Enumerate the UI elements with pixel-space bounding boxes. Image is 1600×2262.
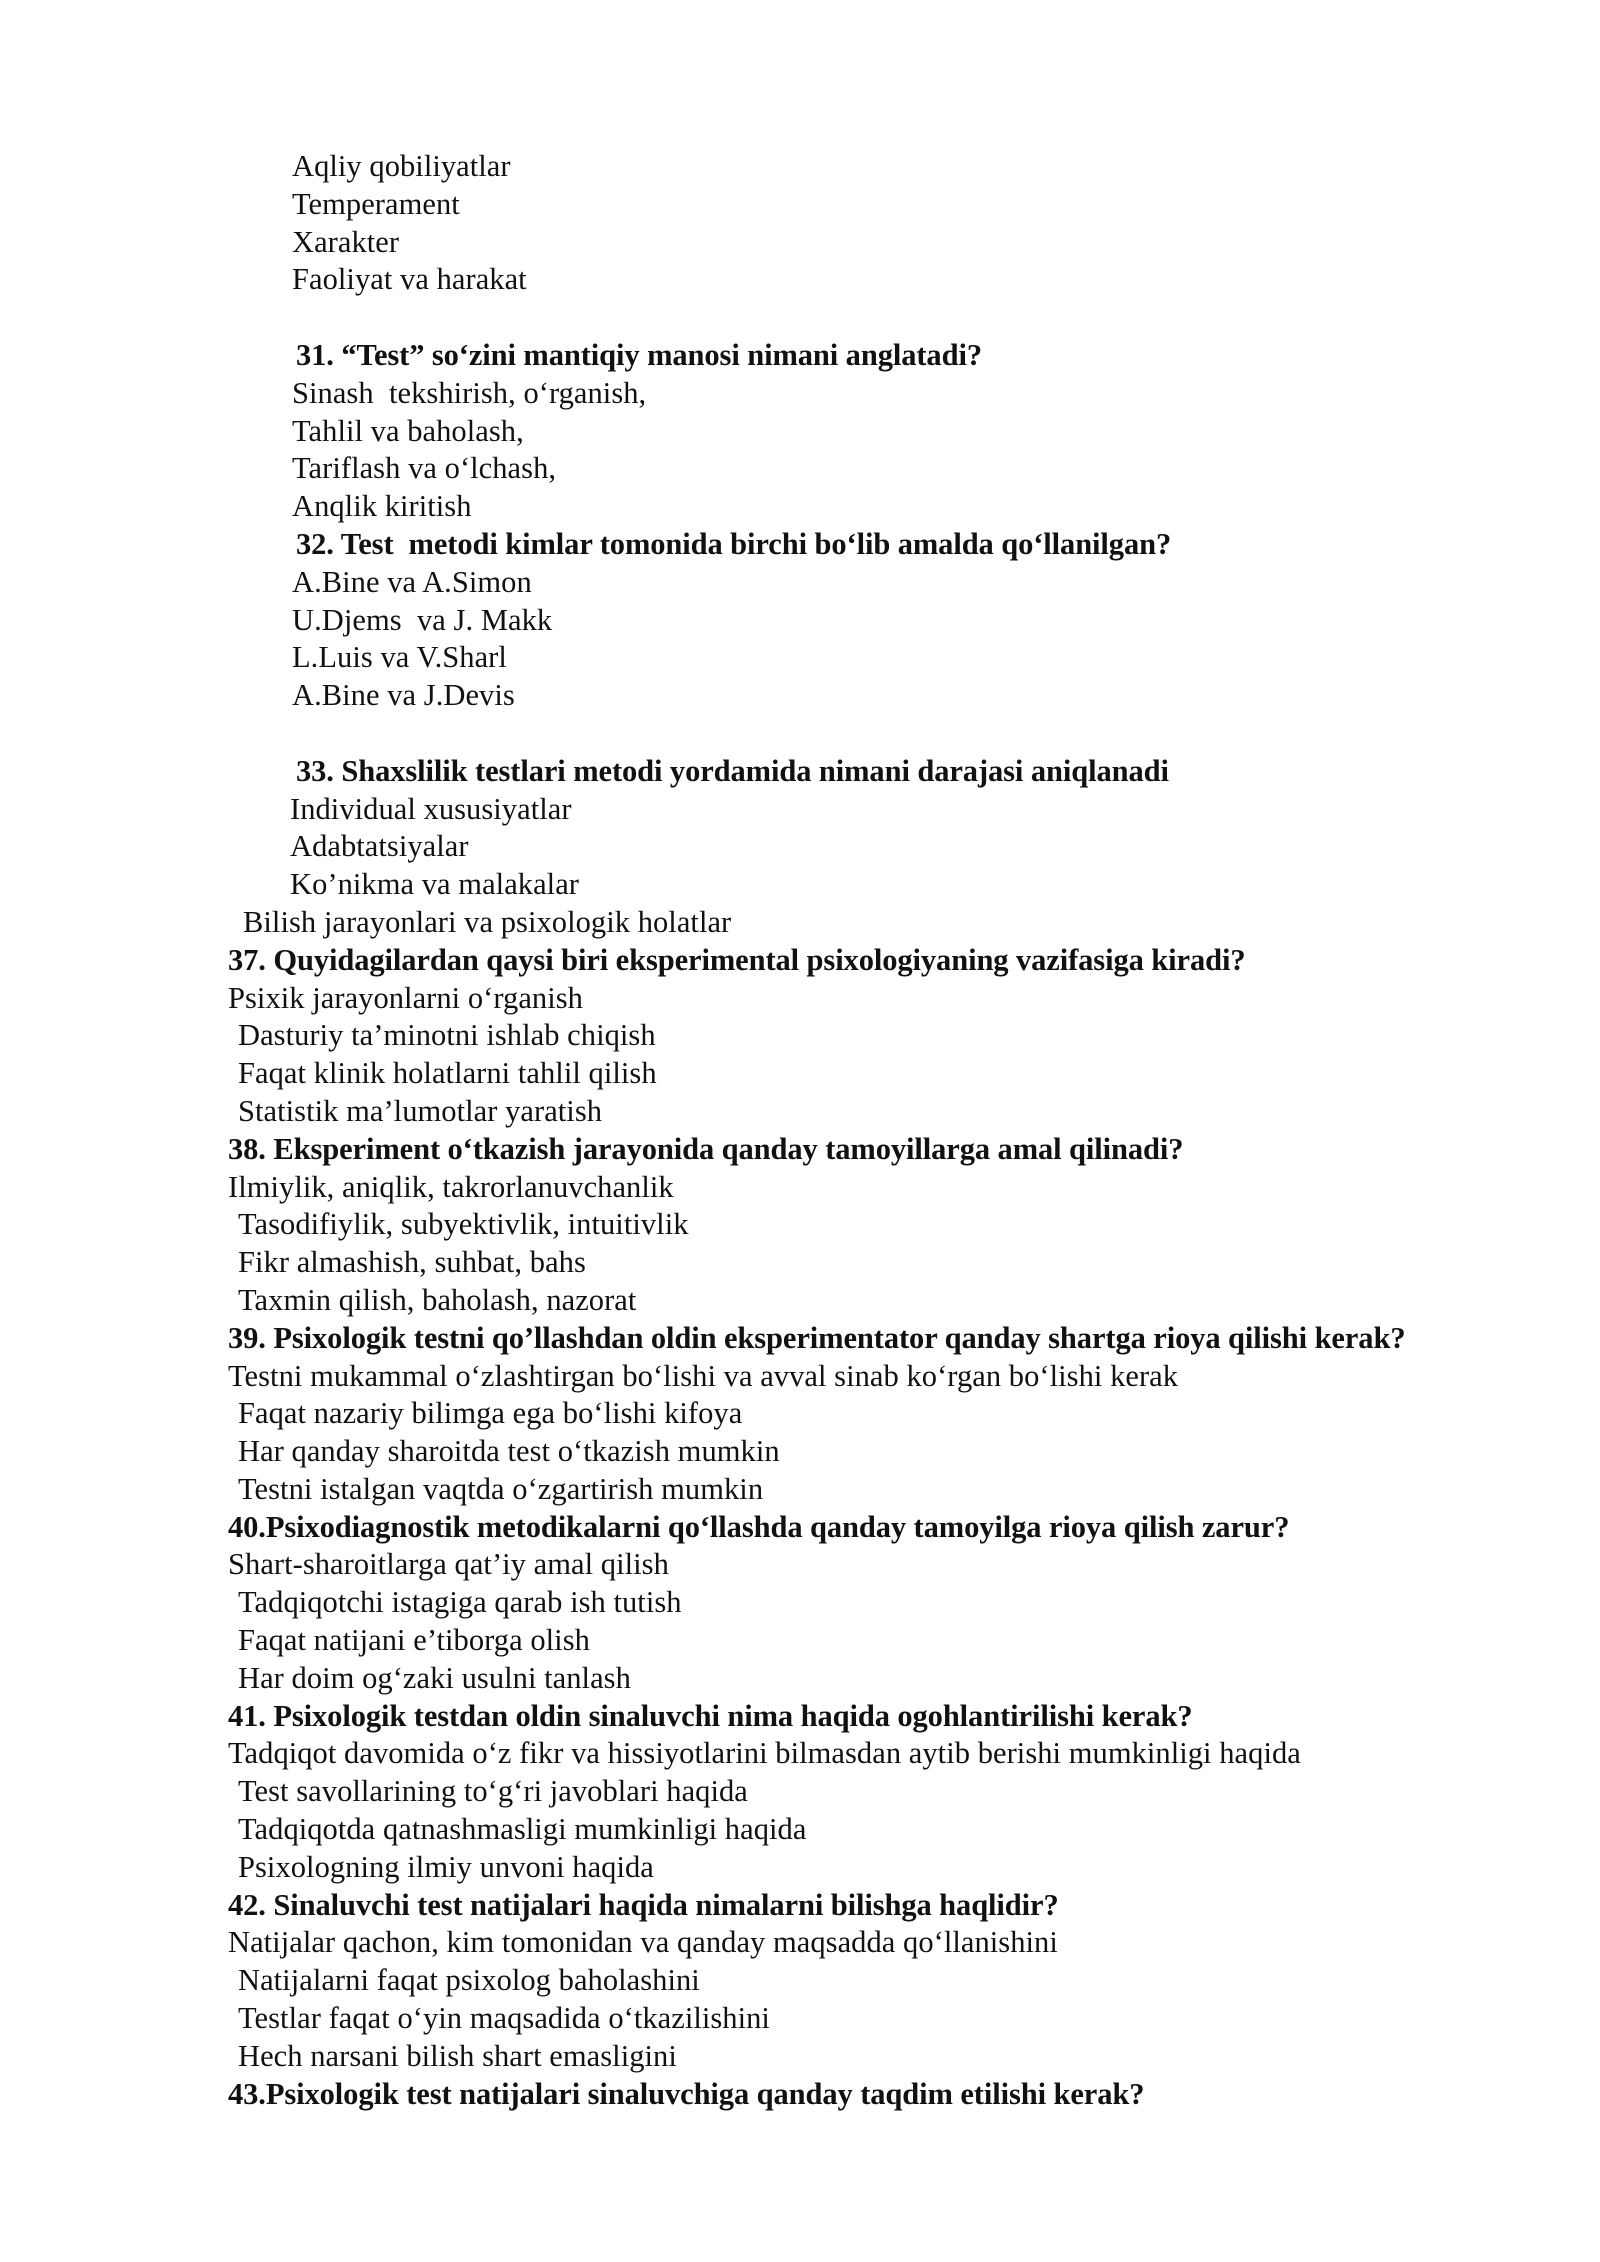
answer-option: Shart-sharoitlarga qat’iy amal qilish: [228, 1547, 669, 1582]
answer-option: Anqlik kiritish: [292, 489, 472, 524]
question-heading: 41. Psixologik testdan oldin sinaluvchi nima haqida ogohlantirilishi kerak?: [228, 1698, 1193, 1733]
answer-option: Tadqiqotda qatnashmasligi mumkinligi haqida: [238, 1812, 807, 1847]
answer-option: Natijalar qachon, kim tomonidan va qanday maqsadda qo‘llanishini: [228, 1925, 1058, 1960]
answer-option: Temperament: [292, 186, 460, 221]
question-heading: 33. Shaxslilik testlari metodi yordamida nimani darajasi aniqlanadi: [296, 753, 1169, 788]
answer-option: A.Bine va J.Devis: [292, 678, 515, 713]
answer-option: Sinash tekshirish, o‘rganish,: [292, 375, 647, 410]
answer-option: Statistik ma’lumotlar yaratish: [238, 1093, 603, 1128]
answer-option: A.Bine va A.Simon: [292, 564, 532, 599]
answer-option: Faoliyat va harakat: [292, 262, 527, 297]
answer-option: Tasodifiylik, subyektivlik, intuitivlik: [238, 1207, 689, 1242]
answer-option: Tadqiqot davomida o‘z fikr va hissiyotlarini bilmasdan aytib berishi mumkinligi haqida: [228, 1736, 1301, 1771]
paragraph-spacer: [0, 715, 1600, 753]
answer-option: Testlar faqat o‘yin maqsadida o‘tkazilishini: [238, 2001, 770, 2036]
question-block: [0, 1887, 1600, 2076]
answer-option: Xarakter: [292, 224, 400, 259]
question-block: [0, 148, 1600, 299]
answer-option: Aqliy qobiliyatlar: [292, 149, 511, 183]
question-block: [0, 753, 1600, 942]
question-heading: 38. Eksperiment o‘tkazish jarayonida qanday tamoyillarga amal qilinadi?: [228, 1131, 1184, 1166]
paragraph-spacer: [0, 299, 1600, 337]
answer-option: Fikr almashish, suhbat, bahs: [238, 1245, 586, 1280]
answer-option: Faqat natijani e’tiborga olish: [238, 1623, 590, 1658]
question-heading: 39. Psixologik testni qo’llashdan oldin eksperimentator qanday shartga rioya qilishi kerak?: [228, 1320, 1406, 1355]
answer-option: Psixik jarayonlarni o‘rganish: [228, 980, 583, 1015]
answer-option: Tahlil va baholash,: [292, 413, 524, 448]
question-heading: 40.Psixodiagnostik metodikalarni qo‘llashda qanday tamoyilga rioya qilish zarur?: [228, 1509, 1290, 1544]
answer-option: Test savollarining to‘g‘ri javoblari haqida: [238, 1774, 748, 1809]
answer-option: Testni mukammal o‘zlashtirgan bo‘lishi va avval sinab ko‘rgan bo‘lishi kerak: [228, 1358, 1179, 1393]
answer-option: Individual xususiyatlar: [290, 791, 572, 826]
answer-option: Ko’nikma va malakalar: [290, 867, 579, 902]
answer-option: L.Luis va V.Sharl: [292, 640, 507, 675]
answer-option: Dasturiy ta’minotni ishlab chiqish: [238, 1018, 656, 1053]
answer-option: U.Djems va J. Makk: [292, 602, 553, 637]
answer-option: Faqat klinik holatlarni tahlil qilish: [238, 1056, 657, 1091]
answer-option: Faqat nazariy bilimga ega bo‘lishi kifoya: [238, 1396, 743, 1431]
question-block: [0, 1320, 1600, 1509]
question-block: [0, 526, 1600, 715]
question-block: [0, 942, 1600, 1131]
question-heading: 43.Psixologik test natijalari sinaluvchiga qanday taqdim etilishi kerak?: [228, 2076, 1145, 2111]
answer-option: Bilish jarayonlari va psixologik holatlar: [243, 904, 732, 939]
document-body: [0, 148, 1600, 2113]
question-block: [0, 337, 1600, 526]
question-heading: 32. Test metodi kimlar tomonida birchi bo‘lib amalda qo‘llanilgan?: [296, 526, 1172, 561]
question-heading: 37. Quyidagilardan qaysi biri eksperimental psixologiyaning vazifasiga kiradi?: [228, 942, 1246, 977]
answer-option: Har doim og‘zaki usulni tanlash: [238, 1660, 631, 1695]
question-block: [0, 1698, 1600, 1887]
answer-option: Tariflash va o‘lchash,: [292, 451, 557, 486]
question-block: [0, 1131, 1600, 1320]
answer-option: Har qanday sharoitda test o‘tkazish mumkin: [238, 1434, 780, 1469]
answer-option: Hech narsani bilish shart emasligini: [238, 2038, 677, 2073]
answer-option: Adabtatsiyalar: [290, 829, 469, 864]
answer-option: Natijalarni faqat psixolog baholashini: [238, 1963, 700, 1998]
answer-option: Psixologning ilmiy unvoni haqida: [238, 1849, 654, 1884]
answer-option: Testni istalgan vaqtda o‘zgartirish mumkin: [238, 1471, 764, 1506]
answer-option: Ilmiylik, aniqlik, takrorlanuvchanlik: [228, 1169, 674, 1204]
question-block: [0, 1509, 1600, 1698]
question-heading: 31. “Test” so‘zini mantiqiy manosi nimani anglatadi?: [296, 337, 982, 372]
question-block: [0, 2076, 1600, 2114]
answer-option: Taxmin qilish, baholash, nazorat: [238, 1282, 637, 1317]
answer-option: Tadqiqotchi istagiga qarab ish tutish: [238, 1585, 682, 1620]
question-heading: 42. Sinaluvchi test natijalari haqida nimalarni bilishga haqlidir?: [228, 1887, 1059, 1922]
